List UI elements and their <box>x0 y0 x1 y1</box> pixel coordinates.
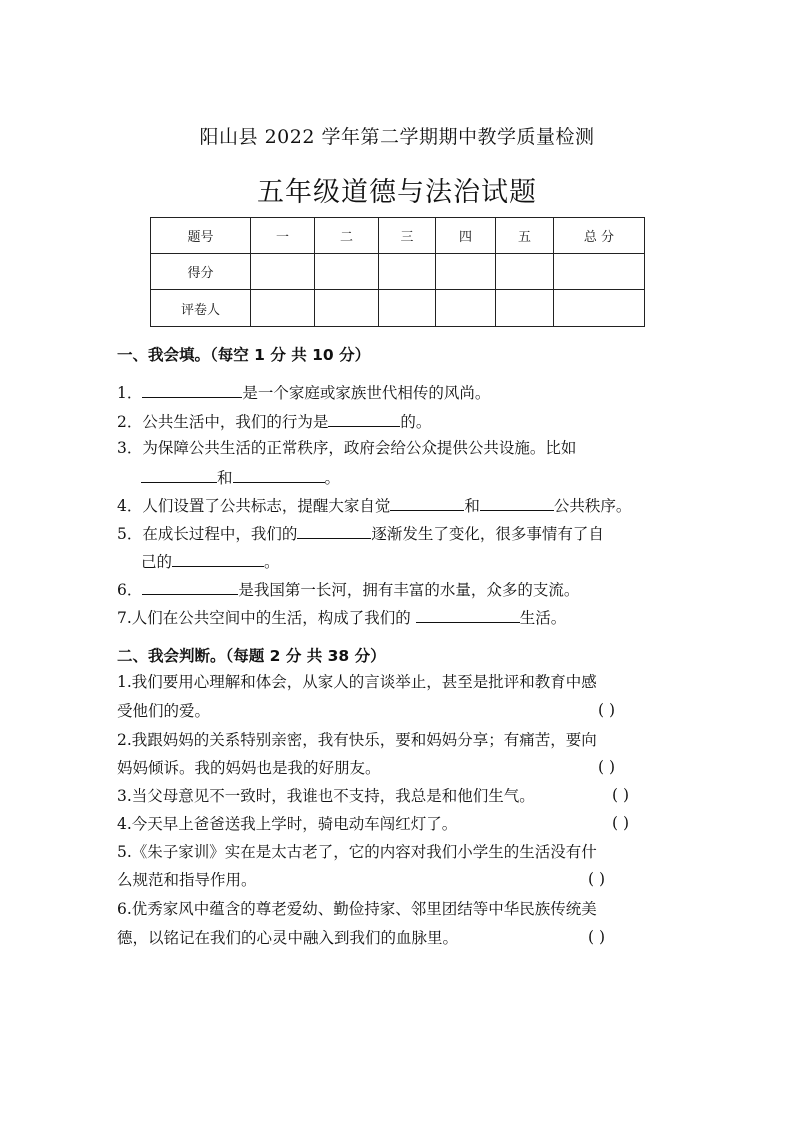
exam-title: 五年级道德与法治试题 <box>257 177 537 208</box>
score-table-header-cell: 三 <box>379 218 436 254</box>
answer-blank <box>233 466 325 483</box>
grader-cell <box>315 290 379 327</box>
judge-item-3: 3.当父母意见不一致时，我谁也不支持，我总是和他们生气。 <box>117 787 535 805</box>
fill-item-1: 1． 是一个家庭或家族世代相传的风尚。 <box>117 381 490 403</box>
score-table-header-cell: 一 <box>251 218 315 254</box>
score-table-header-cell: 总 分 <box>554 218 645 254</box>
fill-item-5: 5．在成长过程中，我们的 逐渐发生了变化，很多事情有了自 <box>117 522 604 544</box>
answer-blank <box>480 494 554 511</box>
score-table-row-label: 得分 <box>151 254 251 290</box>
grader-cell <box>496 290 554 327</box>
judge-item-1-cont: 受他们的爱。 <box>117 702 211 720</box>
grader-cell <box>379 290 436 327</box>
score-cell <box>554 254 645 290</box>
judge-item-6: 6.优秀家风中蕴含的尊老爱幼、勤俭持家、邻里团结等中华民族传统美 <box>117 900 597 918</box>
grader-cell <box>436 290 496 327</box>
judge-item-6-cont: 德，以铭记在我们的心灵中融入到我们的血脉里。 <box>117 929 459 947</box>
judge-item-5-cont: 么规范和指导作用。 <box>117 871 257 889</box>
score-table-row <box>151 290 645 327</box>
answer-parentheses: ( ) <box>612 786 630 804</box>
judge-item-4: 4.今天早上爸爸送我上学时，骑电动车闯红灯了。 <box>117 815 458 833</box>
answer-parentheses: ( ) <box>588 928 606 946</box>
section2-title: 二、我会判断。（每题 2 分 共 38 分） <box>117 647 386 665</box>
score-cell <box>251 254 315 290</box>
score-table-header-row <box>151 218 645 254</box>
fill-item-2: 2．公共生活中，我们的行为是 的。 <box>117 410 431 432</box>
fill-item-4: 4．人们设置了公共标志，提醒大家自觉 和 公共秩序。 <box>117 494 631 516</box>
score-cell <box>496 254 554 290</box>
score-table-header-cell: 二 <box>315 218 379 254</box>
exam-subtitle: 阳山县 2022 学年第二学期期中教学质量检测 <box>199 126 595 148</box>
score-cell <box>436 254 496 290</box>
score-table-header-cell: 五 <box>496 218 554 254</box>
score-table <box>150 217 645 327</box>
answer-blank <box>141 466 217 483</box>
judge-item-1: 1.我们要用心理解和体会，从家人的言谈举止，甚至是批评和教育中感 <box>117 673 597 691</box>
fill-item-3-cont: 和 。 <box>141 466 340 488</box>
fill-item-3: 3．为保障公共生活的正常秩序，政府会给公众提供公共设施。比如 <box>117 439 577 457</box>
score-cell <box>379 254 436 290</box>
fill-item-5-cont: 己的 。 <box>141 550 280 572</box>
score-table-row <box>151 254 645 290</box>
judge-item-5: 5.《朱子家训》实在是太古老了，它的内容对我们小学生的生活没有什 <box>117 843 597 861</box>
answer-parentheses: ( ) <box>612 814 630 832</box>
answer-parentheses: ( ) <box>598 701 616 719</box>
answer-blank <box>328 410 400 427</box>
score-table-header-cell: 四 <box>436 218 496 254</box>
score-table-header-cell: 题号 <box>151 218 251 254</box>
grader-cell <box>251 290 315 327</box>
answer-blank <box>142 381 242 398</box>
answer-parentheses: ( ) <box>588 870 606 888</box>
fill-item-6: 6． 是我国第一长河，拥有丰富的水量，众多的支流。 <box>117 578 579 600</box>
fill-item-7: 7.人们在公共空间中的生活，构成了我们的 生活。 <box>117 606 566 628</box>
score-cell <box>315 254 379 290</box>
judge-item-2: 2.我跟妈妈的关系特别亲密，我有快乐，要和妈妈分享；有痛苦，要向 <box>117 731 597 749</box>
answer-blank <box>172 550 264 567</box>
section1-title: 一、我会填。（每空 1 分 共 10 分） <box>117 346 371 364</box>
answer-parentheses: ( ) <box>598 758 616 776</box>
answer-blank <box>142 578 238 595</box>
answer-blank <box>390 494 464 511</box>
judge-item-2-cont: 妈妈倾诉。我的妈妈也是我的好朋友。 <box>117 759 381 777</box>
answer-blank <box>297 522 371 539</box>
grader-cell <box>554 290 645 327</box>
score-table-row-label: 评卷人 <box>151 290 251 327</box>
answer-blank <box>416 606 520 623</box>
